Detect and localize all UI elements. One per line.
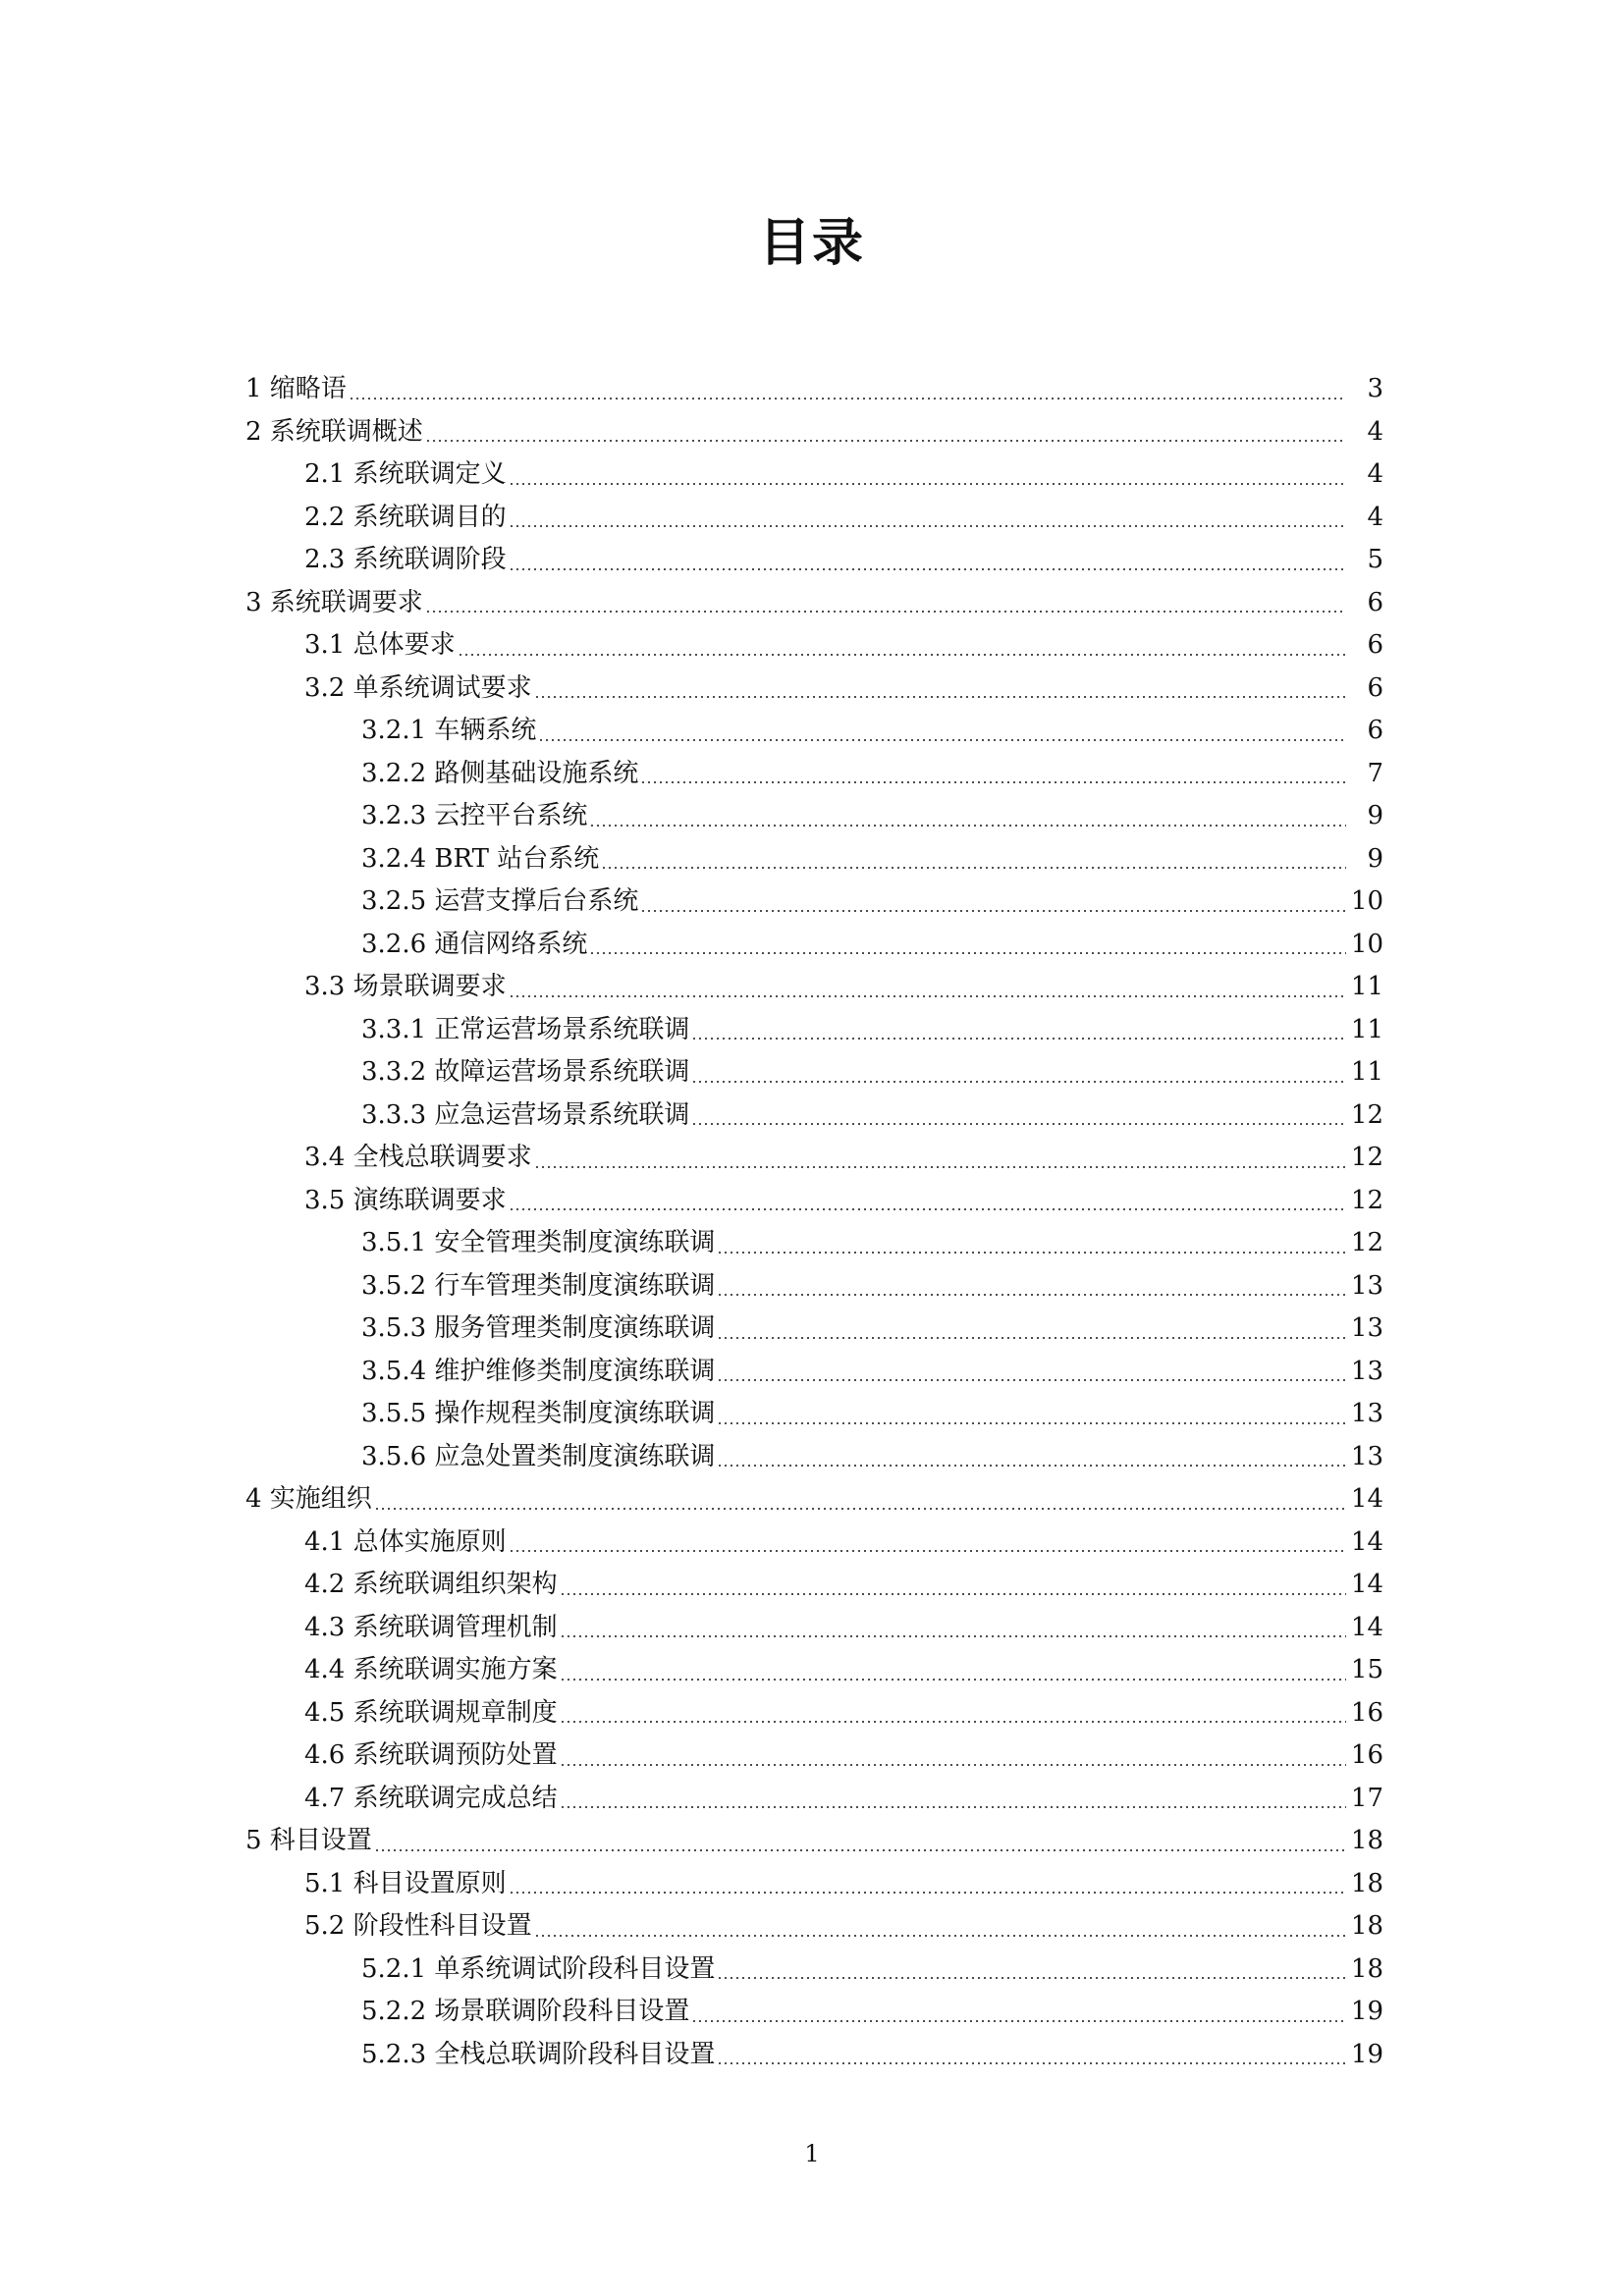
toc-entry-title: 3.3.2 故障运营场景系统联调 bbox=[361, 1057, 690, 1088]
toc-entry-title: 3.2.1 车辆系统 bbox=[361, 716, 537, 746]
toc-entry-title: 2.1 系统联调定义 bbox=[304, 459, 507, 490]
toc-entry-page: 14 bbox=[1350, 1570, 1383, 1600]
toc-entry-page: 18 bbox=[1350, 1953, 1383, 1984]
toc-entry-page: 12 bbox=[1350, 1228, 1383, 1258]
toc-entry-page: 4 bbox=[1367, 416, 1383, 447]
toc-entry-page: 12 bbox=[1350, 1185, 1383, 1215]
toc-entry[interactable] bbox=[0, 1265, 1624, 1308]
toc-entry-page: 10 bbox=[1350, 929, 1383, 959]
toc-dot-leader bbox=[691, 1123, 1346, 1125]
toc-entry-title: 5.2 阶段性科目设置 bbox=[304, 1911, 532, 1942]
toc-entry-page: 16 bbox=[1350, 1697, 1383, 1728]
toc-entry-page: 5 bbox=[1367, 545, 1383, 575]
toc-entry-page: 17 bbox=[1350, 1783, 1383, 1813]
toc-entry[interactable] bbox=[0, 582, 1624, 625]
toc-dot-leader bbox=[717, 1337, 1346, 1339]
toc-entry[interactable] bbox=[0, 2034, 1624, 2077]
toc-entry-title: 5 科目设置 bbox=[245, 1826, 372, 1856]
toc-entry-page: 15 bbox=[1350, 1655, 1383, 1685]
toc-dot-leader bbox=[717, 1422, 1346, 1424]
toc-entry-title: 3.2.2 路侧基础设施系统 bbox=[361, 758, 639, 788]
toc-entry-title: 3 系统联调要求 bbox=[245, 587, 423, 617]
toc-entry-page: 18 bbox=[1350, 1868, 1383, 1898]
toc-dot-leader bbox=[509, 1892, 1346, 1894]
toc-entry-title: 2 系统联调概述 bbox=[245, 416, 423, 447]
toc-entry[interactable] bbox=[0, 1436, 1624, 1479]
toc-entry[interactable] bbox=[0, 1649, 1624, 1692]
toc-dot-leader bbox=[534, 696, 1346, 698]
toc-entry-page: 6 bbox=[1367, 630, 1383, 661]
toc-entry-page: 6 bbox=[1367, 716, 1383, 746]
toc-entry[interactable] bbox=[0, 1991, 1624, 2034]
toc-entry[interactable] bbox=[0, 1308, 1624, 1351]
toc-entry-title: 4.3 系统联调管理机制 bbox=[304, 1612, 558, 1642]
toc-entry-title: 3.5.4 维护维修类制度演练联调 bbox=[361, 1356, 716, 1386]
toc-dot-leader bbox=[349, 398, 1346, 400]
toc-entry[interactable] bbox=[0, 1735, 1624, 1778]
toc-entry-title: 3.2.6 通信网络系统 bbox=[361, 929, 588, 959]
toc-entry[interactable] bbox=[0, 1137, 1624, 1180]
toc-entry-title: 2.3 系统联调阶段 bbox=[304, 545, 507, 575]
toc-entry-title: 4.6 系统联调预防处置 bbox=[304, 1740, 558, 1771]
toc-dot-leader bbox=[717, 1294, 1346, 1296]
toc-entry[interactable] bbox=[0, 411, 1624, 454]
toc-entry-page: 12 bbox=[1350, 1143, 1383, 1173]
toc-dot-leader bbox=[717, 2062, 1346, 2064]
toc-dot-leader bbox=[560, 1593, 1346, 1595]
toc-entry-page: 12 bbox=[1350, 1099, 1383, 1130]
toc-dot-leader bbox=[640, 910, 1346, 912]
toc-dot-leader bbox=[640, 781, 1346, 783]
toc-dot-leader bbox=[560, 1806, 1346, 1808]
toc-entry[interactable] bbox=[0, 1051, 1624, 1095]
toc-entry[interactable] bbox=[0, 1009, 1624, 1052]
toc-entry[interactable] bbox=[0, 1522, 1624, 1565]
toc-entry-page: 14 bbox=[1350, 1484, 1383, 1515]
toc-entry-title: 3.2.4 BRT 站台系统 bbox=[361, 843, 600, 874]
toc-entry-page: 9 bbox=[1367, 843, 1383, 874]
toc-entry-title: 5.2.3 全栈总联调阶段科目设置 bbox=[361, 2039, 716, 2069]
toc-entry-title: 4.4 系统联调实施方案 bbox=[304, 1655, 558, 1685]
toc-dot-leader bbox=[509, 483, 1346, 485]
toc-entry-page: 11 bbox=[1350, 972, 1383, 1002]
toc-entry-page: 19 bbox=[1350, 2039, 1383, 2069]
toc-dot-leader bbox=[534, 1935, 1346, 1937]
toc-dot-leader bbox=[717, 1977, 1346, 1979]
toc-dot-leader bbox=[458, 654, 1346, 656]
toc-dot-leader bbox=[560, 1635, 1346, 1637]
toc-entry[interactable] bbox=[0, 1180, 1624, 1223]
toc-dot-leader bbox=[717, 1465, 1346, 1467]
toc-entry[interactable] bbox=[0, 667, 1624, 711]
toc-entry[interactable] bbox=[0, 1863, 1624, 1906]
toc-entry-title: 3.4 全栈总联调要求 bbox=[304, 1143, 532, 1173]
toc-dot-leader bbox=[538, 739, 1346, 741]
toc-entry-page: 16 bbox=[1350, 1740, 1383, 1771]
toc-entry-title: 3.5.1 安全管理类制度演练联调 bbox=[361, 1228, 716, 1258]
toc-dot-leader bbox=[717, 1379, 1346, 1381]
toc-dot-leader bbox=[509, 568, 1346, 570]
toc-entry-title: 3.5.5 操作规程类制度演练联调 bbox=[361, 1399, 716, 1429]
toc-dot-leader bbox=[601, 867, 1346, 869]
toc-dot-leader bbox=[374, 1508, 1346, 1510]
toc-dot-leader bbox=[509, 525, 1346, 527]
toc-dot-leader bbox=[509, 1550, 1346, 1552]
toc-entry[interactable] bbox=[0, 1222, 1624, 1265]
toc-entry[interactable] bbox=[0, 1778, 1624, 1821]
toc-entry[interactable] bbox=[0, 1351, 1624, 1394]
toc-entry-title: 3.5.3 服务管理类制度演练联调 bbox=[361, 1313, 716, 1344]
toc-entry[interactable] bbox=[0, 1692, 1624, 1735]
toc-entry[interactable] bbox=[0, 1949, 1624, 1992]
toc-entry[interactable] bbox=[0, 624, 1624, 667]
toc-dot-leader bbox=[509, 995, 1346, 997]
toc-dot-leader bbox=[560, 1764, 1346, 1766]
toc-entry-title: 3.2 单系统调试要求 bbox=[304, 672, 532, 703]
toc-entry-title: 3.5 演练联调要求 bbox=[304, 1185, 507, 1215]
toc-entry[interactable] bbox=[0, 454, 1624, 497]
toc-entry-page: 13 bbox=[1350, 1313, 1383, 1344]
toc-entry[interactable] bbox=[0, 1820, 1624, 1863]
toc-entry-page: 13 bbox=[1350, 1441, 1383, 1471]
toc-entry-title: 3.3.3 应急运营场景系统联调 bbox=[361, 1099, 690, 1130]
toc-entry[interactable] bbox=[0, 924, 1624, 967]
toc-entry[interactable] bbox=[0, 838, 1624, 881]
toc-entry-page: 13 bbox=[1350, 1356, 1383, 1386]
toc-entry-title: 3.2.3 云控平台系统 bbox=[361, 801, 588, 831]
toc-dot-leader bbox=[374, 1849, 1346, 1851]
toc-entry[interactable] bbox=[0, 1393, 1624, 1436]
toc-entry-page: 3 bbox=[1367, 374, 1383, 404]
toc-entry-page: 18 bbox=[1350, 1826, 1383, 1856]
toc-entry[interactable] bbox=[0, 881, 1624, 924]
toc-entry-title: 2.2 系统联调目的 bbox=[304, 502, 507, 532]
toc-entry-page: 11 bbox=[1350, 1057, 1383, 1088]
toc-entry-page: 10 bbox=[1350, 886, 1383, 917]
toc-entry-title: 1 缩略语 bbox=[245, 374, 347, 404]
toc-entry-title: 4.5 系统联调规章制度 bbox=[304, 1697, 558, 1728]
toc-dot-leader bbox=[509, 1208, 1346, 1210]
toc-dot-leader bbox=[589, 825, 1346, 827]
toc-entry-page: 19 bbox=[1350, 1997, 1383, 2027]
toc-entry-page: 7 bbox=[1367, 758, 1383, 788]
toc-entry[interactable] bbox=[0, 1905, 1624, 1949]
toc-entry[interactable] bbox=[0, 710, 1624, 753]
toc-dot-leader bbox=[691, 1038, 1346, 1040]
toc-dot-leader bbox=[534, 1166, 1346, 1168]
toc-entry[interactable] bbox=[0, 753, 1624, 796]
toc-entry[interactable] bbox=[0, 497, 1624, 540]
toc-entry-page: 13 bbox=[1350, 1399, 1383, 1429]
toc-entry-title: 4.2 系统联调组织架构 bbox=[304, 1570, 558, 1600]
toc-entry-page: 9 bbox=[1367, 801, 1383, 831]
toc-dot-leader bbox=[425, 440, 1346, 442]
table-of-contents bbox=[0, 368, 1624, 2076]
toc-entry-title: 4.1 总体实施原则 bbox=[304, 1526, 507, 1557]
toc-entry-title: 5.2.1 单系统调试阶段科目设置 bbox=[361, 1953, 716, 1984]
toc-entry-title: 3.5.6 应急处置类制度演练联调 bbox=[361, 1441, 716, 1471]
toc-entry-page: 6 bbox=[1367, 587, 1383, 617]
toc-entry-title: 3.2.5 运营支撑后台系统 bbox=[361, 886, 639, 917]
toc-dot-leader bbox=[691, 1081, 1346, 1083]
toc-entry-page: 11 bbox=[1350, 1014, 1383, 1044]
toc-entry-title: 5.1 科目设置原则 bbox=[304, 1868, 507, 1898]
page-number: 1 bbox=[804, 2140, 820, 2167]
toc-entry-page: 4 bbox=[1367, 459, 1383, 490]
toc-entry[interactable] bbox=[0, 1095, 1624, 1138]
toc-dot-leader bbox=[560, 1679, 1346, 1681]
toc-entry-title: 3.3 场景联调要求 bbox=[304, 972, 507, 1002]
toc-entry-title: 3.5.2 行车管理类制度演练联调 bbox=[361, 1270, 716, 1301]
toc-dot-leader bbox=[717, 1252, 1346, 1254]
toc-entry[interactable] bbox=[0, 539, 1624, 582]
toc-entry-title: 3.1 总体要求 bbox=[304, 630, 456, 661]
toc-entry-page: 4 bbox=[1367, 502, 1383, 532]
toc-dot-leader bbox=[691, 2020, 1346, 2022]
toc-entry-title: 4 实施组织 bbox=[245, 1484, 372, 1515]
toc-entry[interactable] bbox=[0, 1607, 1624, 1650]
toc-entry-page: 6 bbox=[1367, 672, 1383, 703]
toc-entry[interactable] bbox=[0, 368, 1624, 411]
toc-entry-page: 14 bbox=[1350, 1612, 1383, 1642]
toc-entry[interactable] bbox=[0, 966, 1624, 1009]
toc-dot-leader bbox=[425, 611, 1346, 613]
toc-entry[interactable] bbox=[0, 1478, 1624, 1522]
toc-entry-title: 5.2.2 场景联调阶段科目设置 bbox=[361, 1997, 690, 2027]
toc-entry-page: 14 bbox=[1350, 1526, 1383, 1557]
toc-entry[interactable] bbox=[0, 795, 1624, 838]
toc-entry-title: 4.7 系统联调完成总结 bbox=[304, 1783, 558, 1813]
page-title: 目录 bbox=[758, 214, 865, 273]
toc-entry[interactable] bbox=[0, 1564, 1624, 1607]
toc-entry-page: 18 bbox=[1350, 1911, 1383, 1942]
toc-dot-leader bbox=[560, 1721, 1346, 1723]
toc-entry-page: 13 bbox=[1350, 1270, 1383, 1301]
toc-dot-leader bbox=[589, 952, 1346, 954]
toc-entry-title: 3.3.1 正常运营场景系统联调 bbox=[361, 1014, 690, 1044]
